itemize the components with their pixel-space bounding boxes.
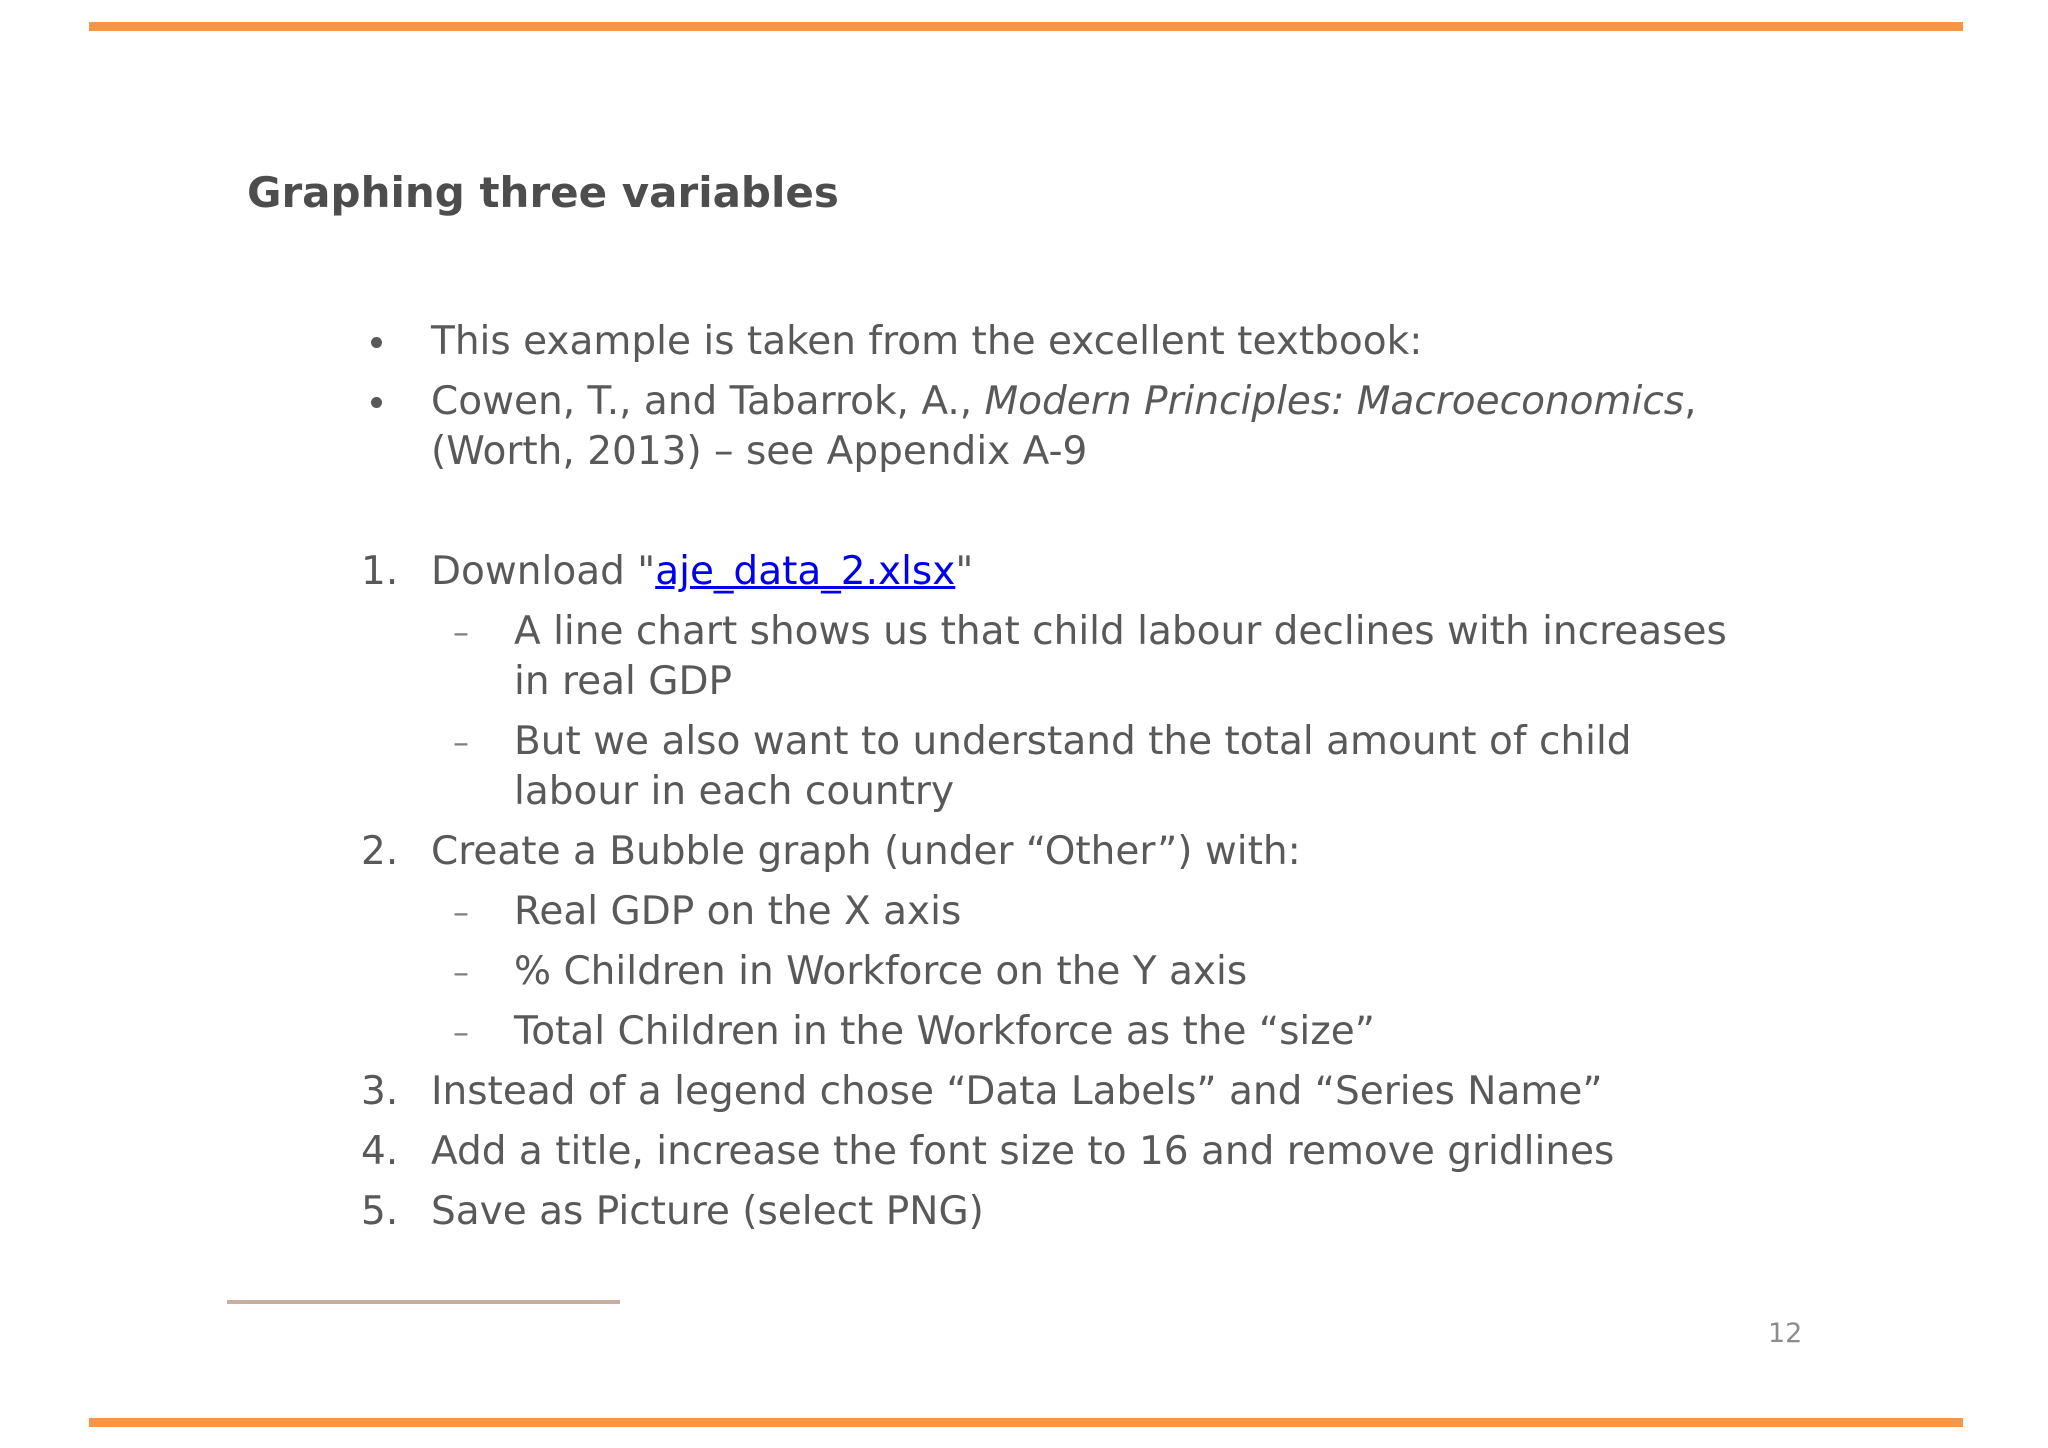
dash-marker: – — [453, 723, 469, 761]
dash-marker: – — [453, 953, 469, 991]
footer-rule — [227, 1300, 620, 1304]
sub-item-text: % Children in Workforce on the Y axis — [514, 949, 1248, 994]
step-number: 5. — [361, 1189, 399, 1234]
dash-marker: – — [453, 1013, 469, 1051]
download-file-link[interactable]: aje_data_2.xlsx — [655, 549, 956, 594]
citation-authors: Cowen, T., and Tabarrok, A., — [431, 379, 985, 424]
dash-marker: – — [453, 613, 469, 651]
step-number: 2. — [361, 829, 399, 874]
sub-item-text: Total Children in the Workforce as the “size” — [514, 1009, 1375, 1054]
bullet-text — [431, 377, 1697, 427]
step-number: 1. — [361, 549, 399, 594]
sub-item-text: A line chart shows us that child labour declines with increases — [514, 609, 1727, 654]
step-text-pre: Download " — [431, 549, 656, 594]
step-text — [431, 547, 973, 597]
citation-comma: , — [1684, 379, 1697, 424]
step-number: 4. — [361, 1129, 399, 1174]
step-text: Create a Bubble graph (under “Other”) with: — [431, 829, 1301, 874]
step-number: 3. — [361, 1069, 399, 1114]
bottom-accent-rule — [89, 1418, 1963, 1427]
page-number: 12 — [1768, 1318, 1803, 1349]
step-text-post: " — [955, 549, 974, 594]
bullet-text: This example is taken from the excellent textbook: — [431, 319, 1423, 364]
step-text: Save as Picture (select PNG) — [431, 1189, 984, 1234]
step-text: Add a title, increase the font size to 16 and remove gridlines — [431, 1129, 1615, 1174]
sub-item-text-continuation: in real GDP — [514, 659, 733, 704]
citation-book-title: Modern Principles: Macroeconomics — [984, 379, 1685, 424]
top-accent-rule — [89, 22, 1963, 31]
bullet-icon — [371, 337, 382, 348]
step-text: Instead of a legend chose “Data Labels” and “Series Name” — [431, 1069, 1603, 1114]
slide-title: Graphing three variables — [247, 168, 839, 217]
sub-item-text: But we also want to understand the total amount of child — [514, 719, 1632, 764]
bullet-text-continuation: (Worth, 2013) – see Appendix A-9 — [431, 429, 1088, 474]
sub-item-text-continuation: labour in each country — [514, 769, 955, 814]
dash-marker: – — [453, 893, 469, 931]
sub-item-text: Real GDP on the X axis — [514, 889, 962, 934]
bullet-icon — [371, 397, 382, 408]
